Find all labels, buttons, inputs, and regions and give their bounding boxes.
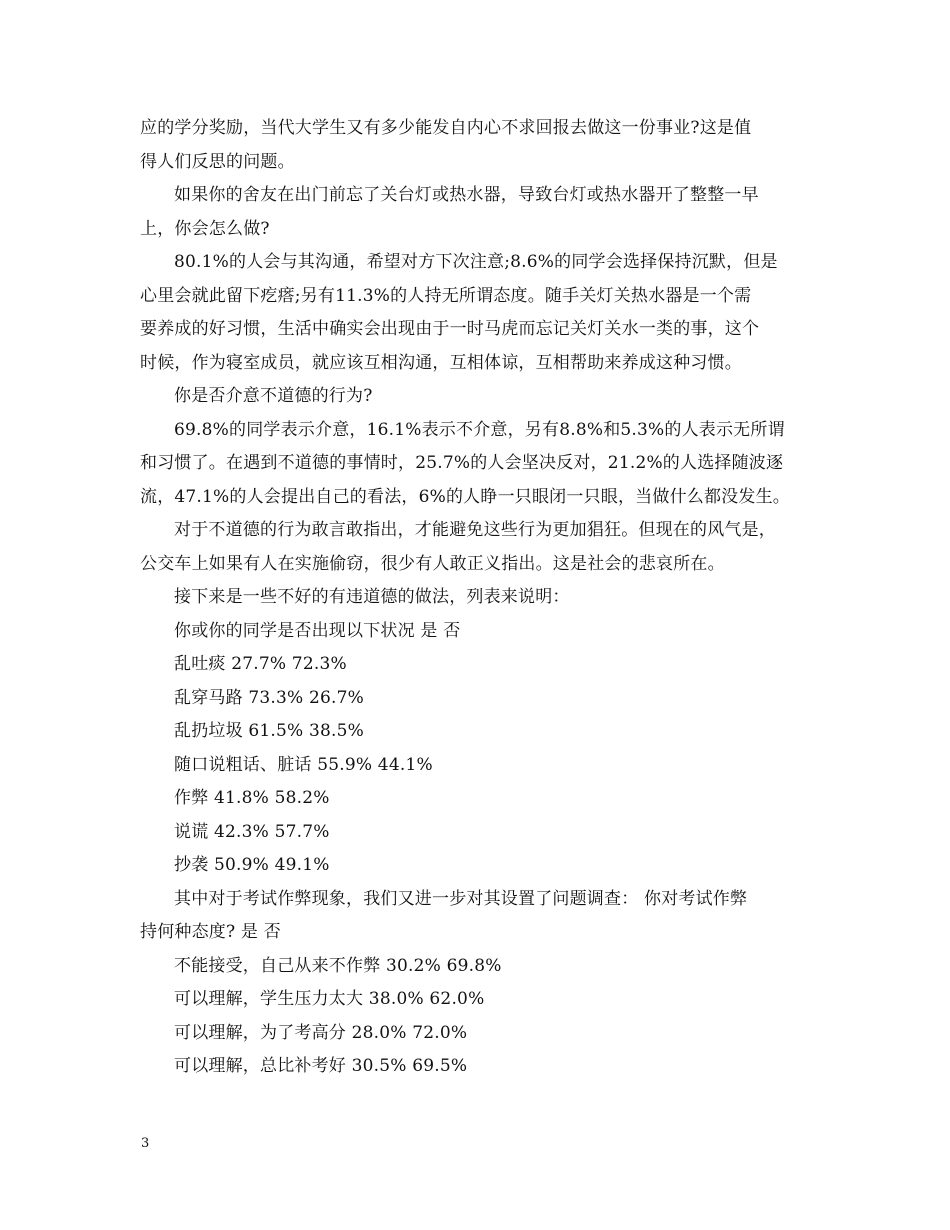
text-line: 你或你的同学是否出现以下状况 是 否	[174, 620, 461, 641]
page-number: 3	[141, 1136, 150, 1151]
text-line: 心里会就此留下疙瘩;另有11.3%的人持无所谓态度。随手关灯关热水器是一个需	[140, 285, 752, 306]
text-line: 可以理解，学生压力太大 38.0% 62.0%	[174, 989, 485, 1009]
text-line: 公交车上如果有人在实施偷窃，很少有人敢正义指出。这是社会的悲哀所在。	[140, 553, 725, 574]
text-line: 对于不道德的行为敢言敢指出，才能避免这些行为更加猖狂。但现在的风气是，	[174, 520, 776, 540]
text-line: 乱吐痰 27.7% 72.3%	[174, 654, 347, 674]
text-line: 流，47.1%的人会提出自己的看法，6%的人睁一只眼闭一只眼，当做什么都没发生。	[140, 486, 790, 507]
text-line: 如果你的舍友在出门前忘了关台灯或热水器，导致台灯或热水器开了整整一早	[174, 185, 759, 205]
text-line: 要养成的好习惯，生活中确实会出现由于一时马虎而忘记关灯关水一类的事，这个	[140, 319, 760, 339]
text-line: 你是否介意不道德的行为?	[174, 386, 373, 406]
text-line: 上，你会怎么做?	[140, 218, 270, 239]
text-line: 接下来是一些不好的有违道德的做法，列表来说明：	[174, 587, 570, 607]
text-line: 69.8%的同学表示介意，16.1%表示不介意，另有8.8%和5.3%的人表示无所谓	[174, 419, 785, 440]
text-line: 抄袭 50.9% 49.1%	[174, 855, 330, 875]
text-line: 其中对于考试作弊现象，我们又进一步对其设置了问题调查： 你对考试作弊	[174, 888, 748, 909]
text-line: 80.1%的人会与其沟通，希望对方下次注意;8.6%的同学会选择保持沉默，但是	[174, 252, 778, 272]
text-line: 可以理解，为了考高分 28.0% 72.0%	[174, 1022, 468, 1043]
text-line: 乱扔垃圾 61.5% 38.5%	[174, 721, 365, 741]
document-body	[140, 112, 815, 1084]
text-line: 不能接受，自己从来不作弊 30.2% 69.8%	[174, 955, 502, 976]
text-line: 说谎 42.3% 57.7%	[174, 821, 330, 842]
text-line: 时候，作为寝室成员，就应该互相沟通，互相体谅，互相帮助来养成这种习惯。	[140, 352, 742, 373]
text-line: 应的学分奖励，当代大学生又有多少能发自内心不求回报去做这一份事业?这是值	[140, 118, 752, 138]
text-line: 可以理解，总比补考好 30.5% 69.5%	[174, 1056, 468, 1076]
text-line: 得人们反思的问题。	[140, 151, 295, 172]
text-line: 和习惯了。在遇到不道德的事情时，25.7%的人会坚决反对，21.2%的人选择随波逐	[140, 453, 784, 473]
text-line: 乱穿马路 73.3% 26.7%	[174, 687, 365, 708]
text-line: 作弊 41.8% 58.2%	[174, 788, 330, 808]
text-line: 随口说粗话、脏话 55.9% 44.1%	[174, 754, 433, 775]
text-line: 持何种态度? 是 否	[140, 922, 281, 942]
